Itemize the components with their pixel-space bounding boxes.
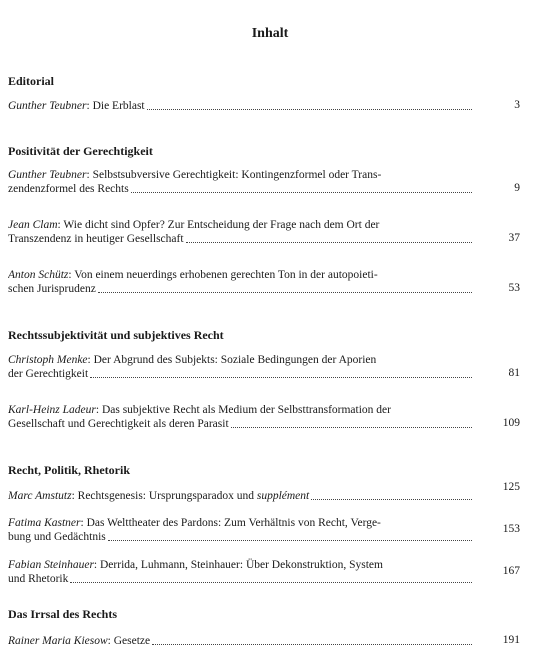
entry-author: Gunther Teubner — [8, 169, 87, 181]
entry-title-emphasis: supplément — [256, 490, 310, 502]
page-number: 37 — [508, 232, 520, 244]
dot-leader — [147, 109, 472, 110]
entry-author: Karl-Heinz Ladeur — [8, 404, 96, 416]
entry-title-line2: zendenzformel des Rechts — [8, 183, 129, 195]
dot-leader — [152, 644, 472, 645]
entry-title-line2: bung und Gedächtnis — [8, 531, 106, 543]
dot-leader — [98, 292, 472, 293]
toc-entry[interactable]: Rainer Maria Kiesow: Gesetze — [8, 634, 473, 648]
page-number: 3 — [514, 99, 520, 111]
toc-entry[interactable]: Fabian Steinhauer: Derrida, Luhmann, Steinhauer: Über Dekonstruktion, System und Rhetorik — [8, 558, 473, 586]
dot-leader — [108, 540, 472, 541]
page-number: 81 — [508, 367, 520, 379]
dot-leader — [70, 582, 472, 583]
dot-leader — [311, 499, 472, 500]
toc-entry[interactable]: Christoph Menke: Der Abgrund des Subjekts: Soziale Bedingungen der Aporien der Gerechtigkeit — [8, 353, 473, 381]
toc-entry[interactable]: Gunther Teubner: Die Erblast — [8, 99, 473, 113]
entry-title-line1: Von einem neuerdings erhobenen gerechten Ton in der autopoieti- — [74, 269, 378, 281]
entry-title: Gesetze — [113, 635, 151, 647]
toc-entry[interactable]: Karl-Heinz Ladeur: Das subjektive Recht als Medium der Selbsttransformation der Gesellschaft und Gerechtigkeit als deren Parasit — [8, 403, 473, 431]
entry-title-line1: Wie dicht sind Opfer? Zur Entscheidung der Frage nach dem Ort der — [63, 219, 380, 231]
entry-title-line1: Das Welttheater des Pardons: Zum Verhältnis von Recht, Verge- — [86, 517, 381, 529]
page-number: 153 — [502, 523, 520, 535]
entry-title-line2: schen Jurisprudenz — [8, 283, 96, 295]
page-number: 167 — [502, 565, 520, 577]
entry-author: Gunther Teubner — [8, 100, 87, 112]
section-heading-recht-politik-rhetorik: Recht, Politik, Rhetorik — [8, 463, 130, 477]
entry-author: Christoph Menke — [8, 354, 88, 366]
section-heading-editorial: Editorial — [8, 74, 55, 88]
toc-entry[interactable]: Gunther Teubner: Selbstsubversive Gerechtigkeit: Kontingenzformel oder Trans- zendenzformel des Rechts — [8, 168, 473, 196]
page-title: Inhalt — [251, 26, 289, 41]
dot-leader — [231, 427, 472, 428]
entry-author: Fabian Steinhauer — [8, 559, 94, 571]
page-number: 109 — [502, 417, 520, 429]
toc-entry[interactable]: Fatima Kastner: Das Welttheater des Pardons: Zum Verhältnis von Recht, Verge- bung und Gedächtnis — [8, 516, 473, 544]
entry-title-line2: und Rhetorik — [8, 573, 69, 585]
section-heading-positivitaet: Positivität der Gerechtigkeit — [8, 144, 153, 158]
toc-entry[interactable]: Jean Clam: Wie dicht sind Opfer? Zur Entscheidung der Frage nach dem Ort der Transzendenz in heutiger Gesellschaft — [8, 218, 473, 246]
entry-author: Marc Amstutz — [8, 490, 72, 502]
dot-leader — [90, 377, 472, 378]
entry-title-line1: Der Abgrund des Subjekts: Soziale Bedingungen der Aporien — [93, 354, 377, 366]
page-number: 53 — [508, 282, 520, 294]
entry-title-line2: Transzendenz in heutiger Gesellschaft — [8, 233, 184, 245]
toc-entry[interactable]: Anton Schütz: Von einem neuerdings erhobenen gerechten Ton in der autopoieti- schen Jurisprudenz — [8, 268, 473, 296]
entry-title-line2: der Gerechtigkeit — [8, 368, 89, 380]
page-number: 9 — [514, 182, 520, 194]
entry-author: Jean Clam — [8, 219, 58, 231]
entry-title-line1: Derrida, Luhmann, Steinhauer: Über Dekonstruktion, System — [100, 559, 383, 571]
dot-leader — [186, 242, 472, 243]
section-heading-irrsal: Das Irrsal des Rechts — [8, 607, 117, 621]
entry-title: Rechtsgenesis: Ursprungsparadox und — [77, 490, 257, 502]
entry-author: Fatima Kastner — [8, 517, 81, 529]
entry-title-line1: Selbstsubversive Gerechtigkeit: Kontingenzformel oder Trans- — [92, 169, 382, 181]
entry-title: Die Erblast — [92, 100, 145, 112]
dot-leader — [131, 192, 472, 193]
toc-entry[interactable]: Marc Amstutz: Rechtsgenesis: Ursprungsparadox und supplément — [8, 489, 473, 503]
entry-author: Anton Schütz — [8, 269, 69, 281]
page-number: 191 — [502, 634, 520, 646]
entry-author: Rainer Maria Kiesow — [8, 635, 108, 647]
entry-title-line2: Gesellschaft und Gerechtigkeit als deren Parasit — [8, 418, 229, 430]
page-number: 125 — [502, 481, 520, 493]
entry-title-line1: Das subjektive Recht als Medium der Selbsttransformation der — [101, 404, 391, 416]
section-heading-rechtssubjektivitaet: Rechtssubjektivität und subjektives Recht — [8, 328, 224, 342]
